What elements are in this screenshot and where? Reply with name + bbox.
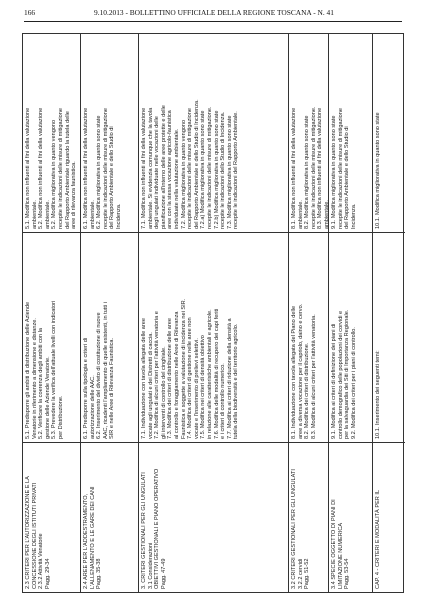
text-line: Pagg. 29-34 <box>44 558 51 589</box>
assessment-cell <box>23 32 80 232</box>
text-line: recepite le indicazioni delle misure di mitigazione. <box>310 106 317 229</box>
text-line: aree a diversa vocazione per il capriolo, daino e cervo. <box>297 303 304 439</box>
text-line: del Rapporto Ambientale e dello Studio di Incidenza. <box>193 99 200 229</box>
text-line: per Distribuzione. <box>57 395 64 439</box>
text-line: 5.2. Modifica migliorativa in quanto vengono <box>51 119 58 229</box>
text-line: 3.2 CRITERI GESTIONALI PER GLI UNGULATI <box>291 469 297 589</box>
table-row <box>373 34 405 592</box>
text-line: pianificazione all'interno delle aree protette e delle <box>160 105 167 229</box>
text-line: 5.1. Predisporre gli ambiti di distribuzione delle Aziende <box>25 301 31 439</box>
text-line: LIMITAZIONE NUMERICA <box>337 522 344 589</box>
text-line: 7.1. Modifica non influenti al fini della valutazione <box>141 107 147 229</box>
text-line: 9.2. Modifica dei criteri per i piani di controllo. <box>350 327 357 439</box>
assessment-cell <box>373 32 405 232</box>
text-line: 10.1. Inserimento dei seguenti temi: <box>375 350 381 439</box>
section-cell <box>373 442 405 592</box>
text-line: 5.1. Modifica non influenti al fini della valutazione <box>25 107 31 229</box>
text-line: 6.2. Inserimento del divieto di costituzione di nuove <box>96 312 103 439</box>
change-description-cell <box>329 232 372 442</box>
text-line: 7.4. Modifica dei criteri di gestione nelle aree non <box>187 317 194 439</box>
table-row <box>23 34 81 592</box>
change-description-cell <box>139 232 288 442</box>
text-line: recepite le indicazioni dello Studio di Incidenza. <box>220 111 227 229</box>
text-line: 3.2.2 cervidi <box>297 558 304 589</box>
text-line: 7.2. Modifica di alcuni criteri per l'attività venatoria e <box>154 311 161 439</box>
text-line: ambientale. <box>31 200 38 229</box>
page-header <box>24 6 404 20</box>
text-line: Pagg. 35-38 <box>96 558 103 589</box>
text-line: 6.1. Modifica non influenti al fini della valutazione <box>83 107 89 229</box>
text-line: recepite le indicazioni delle misure di mitigazione <box>102 108 109 229</box>
table-row <box>81 34 139 592</box>
text-line: 6.2. Modifica migliorativa in quanto sono state <box>96 115 103 229</box>
text-line: Incidenza. <box>115 203 122 229</box>
section-cell <box>289 442 328 592</box>
modifications-table <box>22 33 404 593</box>
header-rule <box>24 21 402 22</box>
text-line: e i criteri di controllo numerico. <box>220 363 227 439</box>
assessment-cell <box>289 32 328 232</box>
text-line: 5.3. Prevedere la verifica dell'attuale livelli con indicatori <box>51 300 58 439</box>
text-line: 3.4 SPECIE OGGETTO DI PIANI DI <box>331 499 337 589</box>
text-line: 8.2. Modifica dei criteri di distribuzione. <box>304 342 311 439</box>
assessment-cell <box>139 32 288 232</box>
text-line: 7.2.b) Modifica migliorativa in quanto sono state <box>213 110 220 229</box>
text-line: ambientale. Si evidenzia comunque che la tavola <box>147 107 154 229</box>
text-line: 7.2.a) Modifica migliorativa in quanto sono state <box>200 110 207 229</box>
text-line: ambientale. <box>89 200 96 229</box>
bulletin-title: 9.10.2013 - BOLLETTINO UFFICIALE DELLA REGIONE TOSCANA - N. 41 <box>94 8 334 17</box>
text-line: 2.3 CRITERI PER L'AUTORIZZAZIONE E LA <box>25 476 31 589</box>
text-line: 8.1. Modifica non influenti al fini della valutazione <box>291 107 297 229</box>
text-line: 3.1 Considerazioni <box>147 542 154 589</box>
text-line: 2.4 AREE PER L'ADDESTRAMENTO, <box>83 493 89 589</box>
text-line: 6.1. Predisporre sulla tipologia e criteri di <box>83 337 89 439</box>
text-line: degli ungulati individuate nelle vocazioni delle <box>154 116 161 229</box>
text-line: individuate nella valutazione ambientale. <box>173 128 180 229</box>
table-row <box>139 34 289 592</box>
text-line: recepite le indicazioni delle misure di mitigazione <box>187 108 194 229</box>
text-line: Pagg. 53-54 <box>344 558 351 589</box>
section-cell <box>81 442 138 592</box>
text-line: controllo demografico delle popolazioni dei corvidi e <box>337 310 344 439</box>
text-line: L'ALLENAMENTO E LE GARE DEI CANI <box>89 486 96 589</box>
text-line: recepite le indicazioni del Rapporto Ambientale. <box>233 111 240 229</box>
text-line: recepite le indicazioni delle misure di mitigazione. <box>206 106 213 229</box>
text-line: 3. CRITERI GESTIONALI PER GLI UNGULATI <box>141 472 147 589</box>
text-line: 2.3.2 Attività Venatorie <box>38 533 45 589</box>
change-description-cell <box>373 232 405 442</box>
text-line: 8.3. Modifica non influenti al fini della valutazione <box>317 107 324 229</box>
text-line: CONCESSIONE DEGLI ISTITUTI PRIVATI <box>31 482 38 589</box>
text-line: 8.3. Modifica di alcuni criteri per l'attività venatoria. <box>310 314 317 439</box>
table-row <box>289 34 329 592</box>
text-line: 7.6. Modifica delle modalità di recupero dei capi feriti <box>213 308 220 439</box>
change-description-cell <box>81 232 138 442</box>
text-line: 7.1. Individuazione con tavola allegata delle aree <box>141 318 147 439</box>
text-line: 8.1. Individuazione con tavola allegata del Piano delle <box>291 305 297 439</box>
rotated-table-viewport <box>22 33 404 593</box>
page-number: 166 <box>24 8 36 17</box>
text-line: SIR e nelle Aree di Rilevanza Faunistica. <box>109 337 116 439</box>
text-line: Incidenza. <box>350 203 357 229</box>
text-line: aree con la stessa vocazione agricolo-faunistica <box>167 110 174 229</box>
text-line: CAP. 4 - CRITERI E MODALITÀ PER IL <box>375 489 381 589</box>
text-line: autorizzazione delle AAC. <box>89 375 96 439</box>
text-line: 8.2. Modifica migliorativa in quanto sono state <box>304 115 311 229</box>
assessment-cell <box>329 32 372 232</box>
text-line: AAC, ricadenti l'ampliamento di quelle esistenti, in tutti i <box>102 302 109 439</box>
assessment-cell <box>81 32 138 232</box>
text-line: 7.5. Modifica nei criteri di densità obiettivo <box>200 335 207 439</box>
text-line: del Rapporto Ambientale e dello Studio di <box>344 126 351 229</box>
section-cell <box>23 442 80 592</box>
text-line: ambientale. <box>44 200 51 229</box>
text-line: aree di rilevanza faunistica. <box>71 161 78 229</box>
text-line: al controllo e foraggiamento nelle Aree di Rilevanza <box>173 311 180 439</box>
text-line: 7.7. Modifica ai criteri di riduzione della densità a <box>226 318 233 439</box>
section-cell <box>139 442 288 592</box>
text-line: vocate e l'inserimento di prelievi selettivi. <box>193 338 200 439</box>
text-line: 9.1. Modifica ai criteri di definizione dei piani di <box>331 323 337 439</box>
text-line: ambientale. <box>297 200 304 229</box>
text-line: del Rapporto Ambientale riguardo la tutela delle <box>64 111 71 229</box>
text-line: vocate agli ungulati e dei Distretti di caccia. <box>147 332 154 439</box>
text-line: recepite le indicazioni delle misure di mitigazione <box>57 108 64 229</box>
text-line: 5.2. Verificare la coerenza degli ambiti con la <box>38 327 45 439</box>
text-line: in relazione alle caratteristiche ambientali e agricole. <box>206 309 213 439</box>
change-description-cell <box>289 232 328 442</box>
text-line: OBIETTIVI GESTIONALI E PIANO OPERATIVO <box>154 468 161 589</box>
text-line: ambientale. <box>323 200 330 229</box>
text-line: 7.3. Modifica dei criteri di distribuzione delle aree <box>167 318 174 439</box>
text-line: Pagg. 51-52 <box>304 558 311 589</box>
table-row <box>329 34 373 592</box>
text-line: Pagg. 47-49 <box>160 558 167 589</box>
text-line: Faunistica e soggette a valutazione di incidenza nei SIR. <box>180 298 187 439</box>
text-line: Venatorie in riferimento a dimensione e distanze. <box>31 318 38 439</box>
text-line: tutela della biodiversità e del territorio agricolo. <box>233 323 240 439</box>
text-line: 10.1. Modifica migliorativa in quanto sono state <box>375 112 381 229</box>
text-line: per la salvaguardia dei Siti di Importanza Regionale. <box>344 309 351 439</box>
text-line: del Rapporto Ambientale e dello Studio di <box>109 126 116 229</box>
section-cell <box>329 442 372 592</box>
text-line: 5.2. Modifica non influenti al fini della valutazione <box>38 107 45 229</box>
text-line: recepite le indicazioni delle misure di mitigazione <box>337 108 344 229</box>
change-description-cell <box>23 232 80 442</box>
text-line: 7.2. Modifica migliorativa in quanto vengono <box>180 119 187 229</box>
text-line: gli interventi di controllo del cinghiale. <box>160 346 167 439</box>
text-line: 9.1. Modifica migliorativa in quanto sono state <box>331 115 337 229</box>
text-line: gestione delle Aziende Venatorie. <box>44 356 51 439</box>
text-line: 7.3. Modifica migliorativa in quanto sono state <box>226 115 233 229</box>
table-grid <box>22 33 404 593</box>
